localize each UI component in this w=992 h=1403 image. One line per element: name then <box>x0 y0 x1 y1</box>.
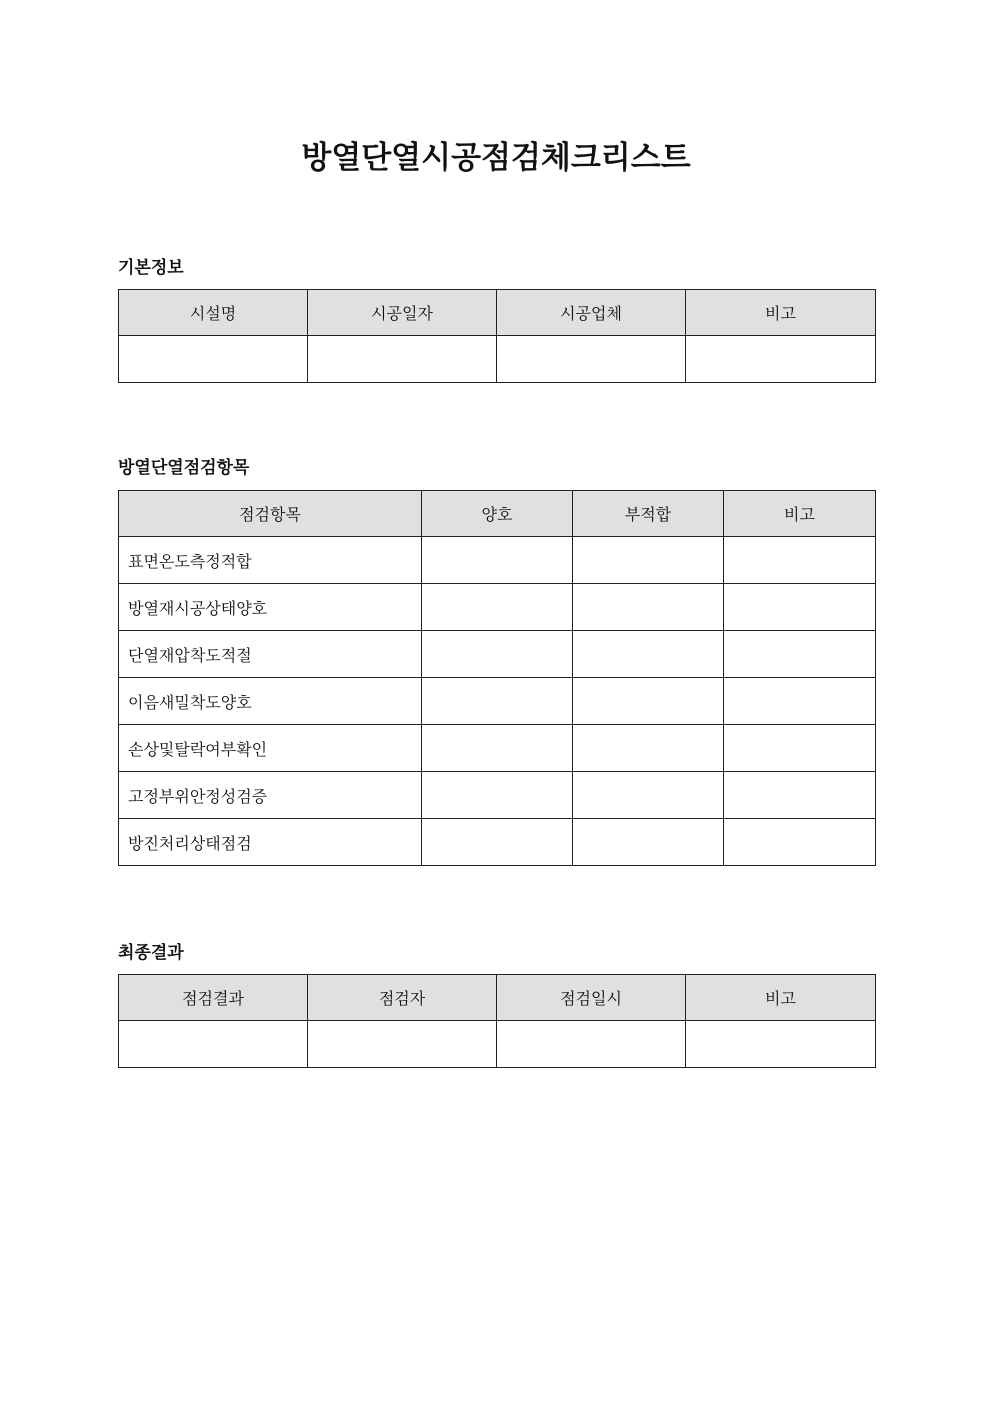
column-header-inspection-item: 점검항목 <box>119 491 422 537</box>
remarks-cell[interactable] <box>686 1021 876 1068</box>
remarks-cell[interactable] <box>724 631 876 678</box>
inspection-item-label: 방진처리상태점검 <box>119 819 422 866</box>
good-check-cell[interactable] <box>422 631 573 678</box>
inspector-cell[interactable] <box>308 1021 497 1068</box>
nonconforming-check-cell[interactable] <box>573 678 724 725</box>
inspection-item-label: 손상및탈락여부확인 <box>119 725 422 772</box>
section-title-final-result: 최종결과 <box>118 943 184 963</box>
table-row <box>119 1021 876 1068</box>
section-title-inspection-items: 방열단열점검항목 <box>118 458 250 478</box>
table-row <box>119 584 876 631</box>
table-row <box>119 725 876 772</box>
column-header-inspector: 점검자 <box>308 975 497 1021</box>
inspection-result-cell[interactable] <box>119 1021 308 1068</box>
table-row <box>119 537 876 584</box>
column-header-inspection-result: 점검결과 <box>119 975 308 1021</box>
column-header-inspection-datetime: 점검일시 <box>497 975 686 1021</box>
good-check-cell[interactable] <box>422 537 573 584</box>
construction-date-cell[interactable] <box>308 336 497 383</box>
column-header-remarks: 비고 <box>686 975 876 1021</box>
nonconforming-check-cell[interactable] <box>573 631 724 678</box>
contractor-cell[interactable] <box>497 336 686 383</box>
inspection-item-label: 단열재압착도적절 <box>119 631 422 678</box>
nonconforming-check-cell[interactable] <box>573 725 724 772</box>
remarks-cell[interactable] <box>724 725 876 772</box>
table-row <box>119 631 876 678</box>
remarks-cell[interactable] <box>724 678 876 725</box>
inspection-datetime-cell[interactable] <box>497 1021 686 1068</box>
good-check-cell[interactable] <box>422 584 573 631</box>
basic-info-table <box>118 289 876 383</box>
column-header-good: 양호 <box>422 491 573 537</box>
inspection-item-label: 이음새밀착도양호 <box>119 678 422 725</box>
table-row <box>119 772 876 819</box>
remarks-cell[interactable] <box>724 584 876 631</box>
remarks-cell[interactable] <box>724 819 876 866</box>
table-header-row <box>119 491 876 537</box>
column-header-remarks: 비고 <box>686 290 876 336</box>
remarks-cell[interactable] <box>724 772 876 819</box>
column-header-construction-date: 시공일자 <box>308 290 497 336</box>
good-check-cell[interactable] <box>422 772 573 819</box>
facility-name-cell[interactable] <box>119 336 308 383</box>
remarks-cell[interactable] <box>686 336 876 383</box>
table-row <box>119 678 876 725</box>
inspection-item-label: 고정부위안정성검증 <box>119 772 422 819</box>
column-header-nonconforming: 부적합 <box>573 491 724 537</box>
inspection-table <box>118 490 876 866</box>
good-check-cell[interactable] <box>422 725 573 772</box>
table-row <box>119 819 876 866</box>
nonconforming-check-cell[interactable] <box>573 584 724 631</box>
good-check-cell[interactable] <box>422 819 573 866</box>
column-header-remarks: 비고 <box>724 491 876 537</box>
nonconforming-check-cell[interactable] <box>573 537 724 584</box>
column-header-facility-name: 시설명 <box>119 290 308 336</box>
inspection-item-label: 표면온도측정적합 <box>119 537 422 584</box>
section-title-basic-info: 기본정보 <box>118 258 184 278</box>
column-header-contractor: 시공업체 <box>497 290 686 336</box>
page-title: 방열단열시공점검체크리스트 <box>301 140 691 176</box>
nonconforming-check-cell[interactable] <box>573 819 724 866</box>
table-header-row <box>119 975 876 1021</box>
inspection-item-label: 방열재시공상태양호 <box>119 584 422 631</box>
nonconforming-check-cell[interactable] <box>573 772 724 819</box>
table-row <box>119 336 876 383</box>
good-check-cell[interactable] <box>422 678 573 725</box>
final-result-table <box>118 974 876 1068</box>
table-header-row <box>119 290 876 336</box>
remarks-cell[interactable] <box>724 537 876 584</box>
